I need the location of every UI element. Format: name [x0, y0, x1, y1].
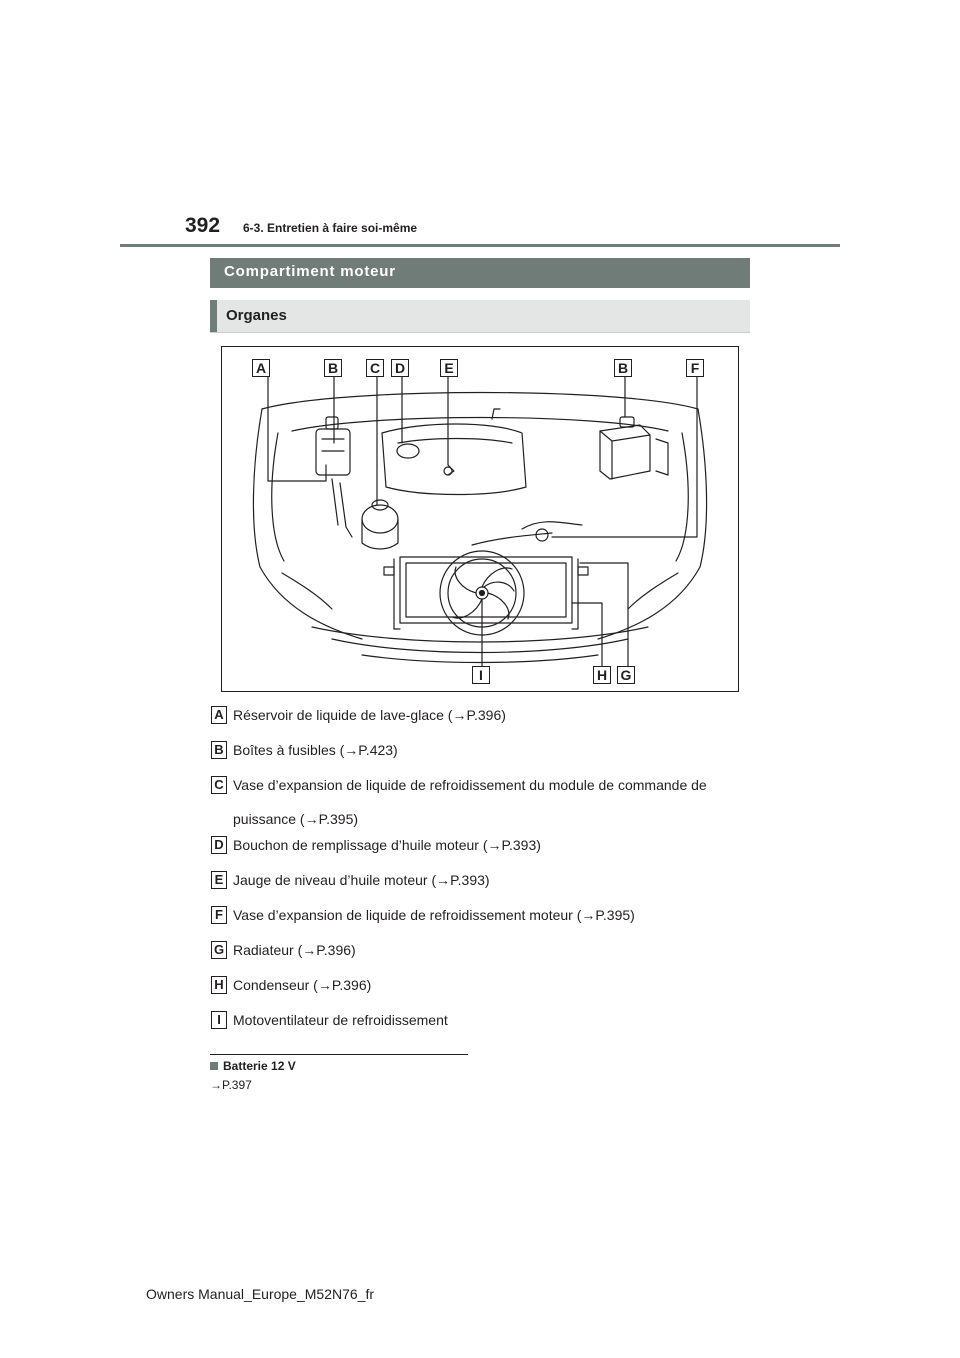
callout-E: E	[440, 359, 458, 377]
legend-badge: I	[211, 1011, 227, 1029]
legend-badge: D	[211, 836, 227, 854]
engine-illustration	[222, 347, 738, 691]
callout-I: I	[472, 666, 490, 684]
legend-badge: C	[211, 776, 227, 794]
callout-H: H	[593, 666, 611, 684]
legend-text: Bouchon de remplissage d’huile moteur (→P.393)	[233, 837, 541, 853]
subheading-bar	[210, 300, 750, 333]
subheading-accent	[210, 300, 217, 332]
callout-B-right: B	[614, 359, 632, 377]
heading-title: Compartiment moteur	[224, 263, 396, 280]
legend-text: Motoventilateur de refroidissement	[233, 1012, 448, 1028]
callout-B-left: B	[324, 359, 342, 377]
callout-D: D	[391, 359, 409, 377]
legend-text: Vase d’expansion de liquide de refroidissement moteur (→P.395)	[233, 907, 635, 923]
engine-compartment-figure	[221, 346, 739, 692]
legend-badge: F	[211, 906, 227, 924]
callout-A: A	[252, 359, 270, 377]
legend-text: Vase d’expansion de liquide de refroidissement du module de commande de	[233, 777, 707, 793]
legend-badge: H	[211, 976, 227, 994]
legend-badge: A	[211, 706, 227, 724]
legend-text: Condenseur (→P.396)	[233, 977, 372, 993]
legend-badge: E	[211, 871, 227, 889]
battery-heading	[210, 1059, 296, 1073]
callout-C: C	[366, 359, 384, 377]
legend-badge: B	[211, 741, 227, 759]
callout-G: G	[617, 666, 635, 684]
bullet-square-icon	[210, 1062, 218, 1070]
section-divider	[210, 1054, 468, 1055]
header-rule	[120, 244, 840, 247]
section-title: 6-3. Entretien à faire soi-même	[243, 221, 418, 235]
legend-text-continued: puissance (→P.395)	[233, 811, 359, 827]
legend-text: Réservoir de liquide de lave-glace (→P.396)	[233, 707, 506, 723]
legend-text: Jauge de niveau d’huile moteur (→P.393)	[233, 872, 490, 888]
heading-bar	[210, 258, 750, 288]
page-number: 392	[185, 214, 221, 237]
footer-document-id: Owners Manual_Europe_M52N76_fr	[146, 1286, 375, 1302]
callout-F: F	[686, 359, 704, 377]
subheading-title: Organes	[226, 307, 287, 324]
battery-title: Batterie 12 V	[223, 1059, 296, 1073]
legend-text: Boîtes à fusibles (→P.423)	[233, 742, 398, 758]
legend-text: Radiateur (→P.396)	[233, 942, 356, 958]
legend-badge: G	[211, 941, 227, 959]
battery-page-reference: →P.397	[210, 1078, 252, 1092]
